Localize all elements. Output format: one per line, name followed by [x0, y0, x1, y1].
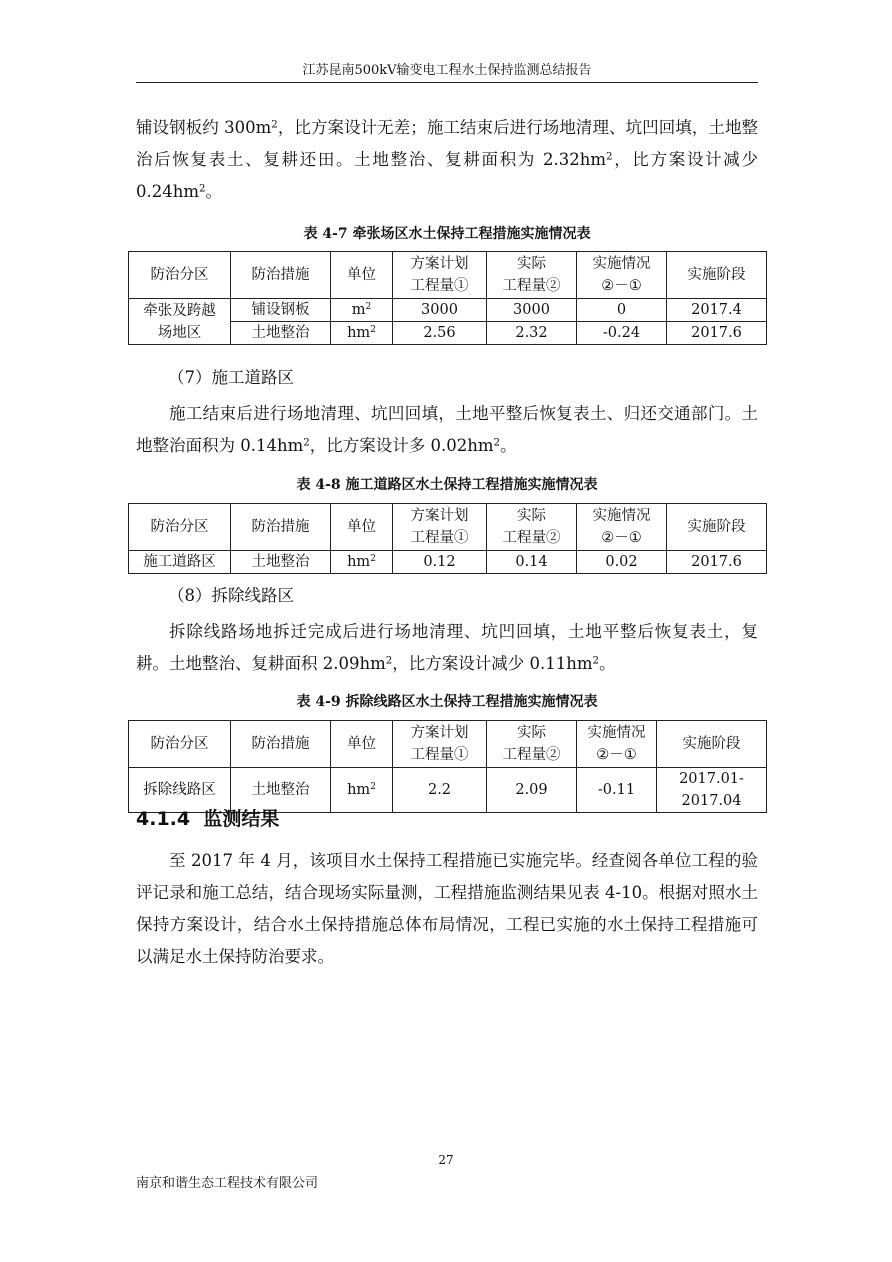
measure-cell: 土地整治: [231, 768, 331, 813]
col-header-zone: 防治分区: [129, 721, 231, 768]
col-header-plan: 方案计划 工程量①: [393, 504, 487, 551]
plan-cell: 3000: [393, 299, 487, 322]
col-header-diff: 实施情况 ②－①: [577, 721, 657, 768]
col-header-diff: 实施情况 ②－①: [577, 504, 667, 551]
col-header-plan: 方案计划 工程量①: [393, 721, 487, 768]
col-header-zone: 防治分区: [129, 252, 231, 299]
actual-cell: 2.32: [487, 322, 577, 345]
zone-cell: 拆除线路区: [129, 768, 231, 813]
col-header-actual: 实际 工程量②: [487, 504, 577, 551]
col-header-zone: 防治分区: [129, 504, 231, 551]
paragraph-steel-plate: 铺设钢板约 $300m^2$，比方案设计无差；施工结束后进行场地清理、坑凹回填，土地整治后恢复表土、复耕还田。土地整治、复耕面积为 $2.32hm^2$，比方案设计减少 $0.24hm^2$。: [136, 118, 759, 201]
col-header-plan: 方案计划 工程量①: [393, 252, 487, 299]
col-header-unit: 单位: [331, 504, 393, 551]
actual-cell: 2.09: [487, 768, 577, 813]
col-header-stage: 实施阶段: [657, 721, 767, 768]
unit-cell: $m^2$: [331, 299, 393, 322]
col-header-measure: 防治措施: [231, 504, 331, 551]
running-header: 江苏昆南500kV输变电工程水土保持监测总结报告: [302, 63, 592, 78]
footer-company: 南京和谐生态工程技术有限公司: [136, 1176, 319, 1191]
stage-cell: 2017.4: [667, 299, 767, 322]
diff-cell: 0: [577, 299, 667, 322]
col-header-stage: 实施阶段: [667, 252, 767, 299]
measure-cell: 土地整治: [231, 322, 331, 345]
plan-cell: 0.12: [393, 551, 487, 574]
section-heading: [136, 805, 279, 833]
unit-cell: $hm^2$: [331, 551, 393, 574]
stage-cell: 2017.6: [667, 551, 767, 574]
table-4-9-caption: 表 4-9 拆除线路区水土保持工程措施实施情况表: [296, 694, 598, 710]
diff-cell: 0.02: [577, 551, 667, 574]
page-number: 27: [438, 1153, 454, 1167]
unit-cell: $hm^2$: [331, 322, 393, 345]
paragraph-construction-road: 施工结束后进行场地清理、坑凹回填，土地平整后恢复表土、归还交通部门。土地整治面积为 $0.14hm^2$，比方案设计多 $0.02hm^2$。: [136, 404, 758, 455]
plan-cell: 2.56: [393, 322, 487, 345]
header-rule: [136, 82, 758, 83]
col-header-stage: 实施阶段: [667, 504, 767, 551]
table-header-row: [129, 252, 767, 299]
col-header-actual: 实际 工程量②: [487, 252, 577, 299]
zone-cell: 施工道路区: [129, 551, 231, 574]
table-4-9: [128, 720, 767, 813]
col-header-diff: 实施情况 ②－①: [577, 252, 667, 299]
table-4-7-caption: 表 4-7 牵张场区水土保持工程措施实施情况表: [303, 226, 591, 242]
stage-cell: 2017.6: [667, 322, 767, 345]
table-row: [129, 551, 767, 574]
diff-cell: -0.11: [577, 768, 657, 813]
col-header-unit: 单位: [331, 721, 393, 768]
table-header-row: [129, 504, 767, 551]
zone-cell: 牵张及跨越 场地区: [129, 299, 231, 345]
measure-cell: 土地整治: [231, 551, 331, 574]
paragraph-monitoring-results: 至 2017 年 4 月，该项目水土保持工程措施已实施完毕。经查阅各单位工程的验评记录和施工总结，结合现场实际量测，工程措施监测结果见表 4-10。根据对照水土保持方案设计，结合水土保持措施总体布局情况，工程已实施的水土保持工程措施可以满足水土保持防治要求。: [136, 851, 758, 966]
actual-cell: 0.14: [487, 551, 577, 574]
stage-cell: 2017.01-2017.04: [657, 768, 767, 813]
table-4-7: [128, 251, 767, 345]
subheading-removed-line: （8）拆除线路区: [168, 586, 294, 605]
table-row: [129, 299, 767, 322]
col-header-measure: 防治措施: [231, 252, 331, 299]
section-title: 监测结果: [203, 808, 280, 830]
measure-cell: 铺设钢板: [231, 299, 331, 322]
unit-cell: $hm^2$: [331, 768, 393, 813]
col-header-measure: 防治措施: [231, 721, 331, 768]
paragraph-removed-line: 拆除线路场地拆迁完成后进行场地清理、坑凹回填，土地平整后恢复表土，复耕。土地整治、复耕面积 $2.09hm^2$，比方案设计减少 $0.11hm^2$。: [136, 622, 758, 673]
col-header-unit: 单位: [331, 252, 393, 299]
actual-cell: 3000: [487, 299, 577, 322]
diff-cell: -0.24: [577, 322, 667, 345]
col-header-actual: 实际 工程量②: [487, 721, 577, 768]
section-number: 4.1.4: [136, 808, 191, 830]
plan-cell: 2.2: [393, 768, 487, 813]
table-4-8-caption: 表 4-8 施工道路区水土保持工程措施实施情况表: [296, 477, 598, 493]
subheading-construction-road: （7）施工道路区: [168, 368, 294, 387]
table-4-8: [128, 503, 767, 574]
table-header-row: [129, 721, 767, 768]
